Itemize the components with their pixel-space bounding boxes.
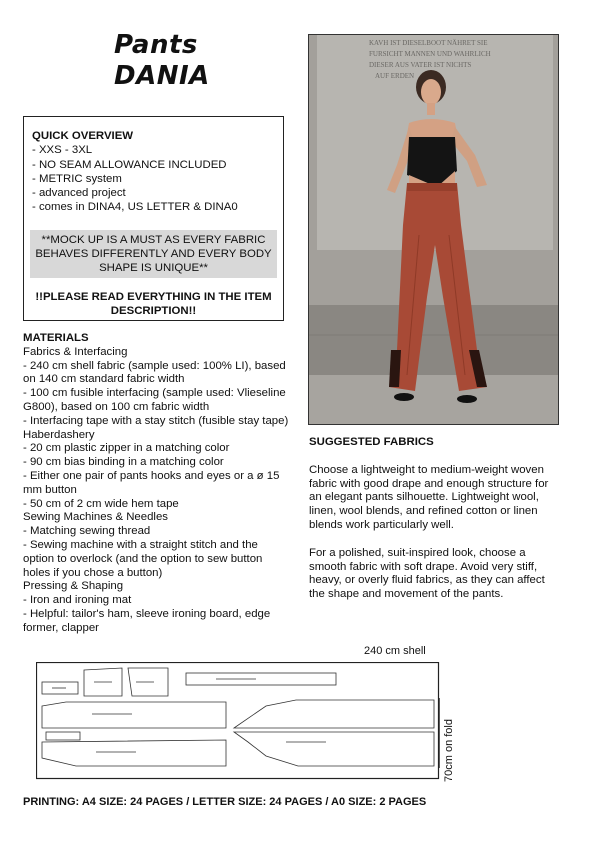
title-line-1: Pants: [114, 30, 198, 60]
overview-heading: QUICK OVERVIEW: [32, 130, 134, 142]
materials-line: - Iron and ironing mat: [23, 594, 132, 607]
cutting-layout-diagram: [36, 662, 442, 780]
materials-line: - Matching sewing thread: [23, 525, 151, 538]
materials-line: Fabrics & Interfacing: [23, 345, 128, 358]
shell-width-label: 240 cm shell: [364, 645, 426, 657]
overview-item: - advanced project: [32, 187, 126, 200]
materials-line: - Helpful: tailor's ham, sleeve ironing board, edge former, clapper: [23, 607, 271, 634]
materials-line: - Sewing machine with a straight stitch and the option to overlock (and the option to sew button holes if you chose a button): [23, 538, 263, 579]
materials-line: - Interfacing tape with a stay stitch (fusible stay tape): [23, 414, 289, 427]
materials-line: - 50 cm of 2 cm wide hem tape: [23, 497, 179, 510]
materials-section: [23, 332, 291, 636]
quick-overview-box: [23, 116, 284, 321]
wall-inscription: AUF ERDEN: [375, 72, 415, 80]
materials-line: Haberdashery: [23, 428, 95, 441]
materials-line: - 100 cm fusible interfacing (sample used: Vlieseline G800), based on 100 cm fabric width: [23, 387, 286, 413]
materials-line: - 90 cm bias binding in a matching color: [23, 456, 224, 469]
fold-label: 70cm on fold: [443, 719, 455, 782]
printing-info: PRINTING: A4 SIZE: 24 PAGES / LETTER SIZE: 24 PAGES / A0 SIZE: 2 PAGES: [23, 796, 427, 808]
materials-line: Sewing Machines & Needles: [23, 511, 168, 524]
overview-item: - METRIC system: [32, 172, 122, 185]
pattern-title: [114, 30, 254, 92]
model-photo: [308, 34, 559, 425]
fabrics-heading: SUGGESTED FABRICS: [309, 436, 434, 448]
title-line-2: DANIA: [114, 61, 210, 91]
fabrics-paragraph: Choose a lightweight to medium-weight woven fabric with good drape and enough structure for an elegant pants silhouette. Lightweight wool, linen, wool blends, and refined cotton or linen blends work particularly well.: [309, 463, 549, 531]
wall-inscription: DIESER AUS VATER IST NICHTS: [369, 61, 472, 69]
pattern-piece: [234, 700, 434, 728]
fabrics-paragraph: For a polished, suit-inspired look, choose a smooth fabric with soft drape. Avoid very stiff, heavy, or overly fluid fabrics, as they can affect the shape and movement of the pants.: [309, 546, 545, 601]
materials-line: - 240 cm shell fabric (sample used: 100% LI), based on 140 cm standard fabric width: [23, 359, 286, 386]
materials-heading: MATERIALS: [23, 332, 89, 344]
suggested-fabrics-section: [309, 436, 561, 616]
pattern-piece: [42, 702, 226, 728]
mockup-notice: **MOCK UP IS A MUST AS EVERY FABRIC BEHAVES DIFFERENTLY AND EVERY BODY SHAPE IS UNIQUE**: [30, 230, 277, 278]
overview-item: - comes in DINA4, US LETTER & DINA0: [32, 201, 238, 214]
pattern-piece: [234, 732, 434, 766]
read-description-warning: !!PLEASE READ EVERYTHING IN THE ITEM DESCRIPTION!!: [35, 290, 272, 317]
materials-line: - 20 cm plastic zipper in a matching color: [23, 442, 230, 455]
pattern-piece: [46, 732, 80, 740]
materials-line: - Either one pair of pants hooks and eyes or a ø 15 mm button: [23, 469, 280, 496]
materials-line: Pressing & Shaping: [23, 580, 124, 593]
wall-inscription: FURSICHT MANNEN UND WAHRLICH: [369, 50, 491, 58]
pattern-piece: [186, 673, 336, 685]
pattern-piece: [42, 740, 226, 766]
overview-item: - NO SEAM ALLOWANCE INCLUDED: [32, 158, 227, 171]
model-photo-illustration: [309, 35, 559, 425]
overview-item: - XXS - 3XL: [32, 144, 93, 157]
wall-inscription: KAVH IST DIESELBOOT NÄHRET SIE: [369, 39, 488, 47]
